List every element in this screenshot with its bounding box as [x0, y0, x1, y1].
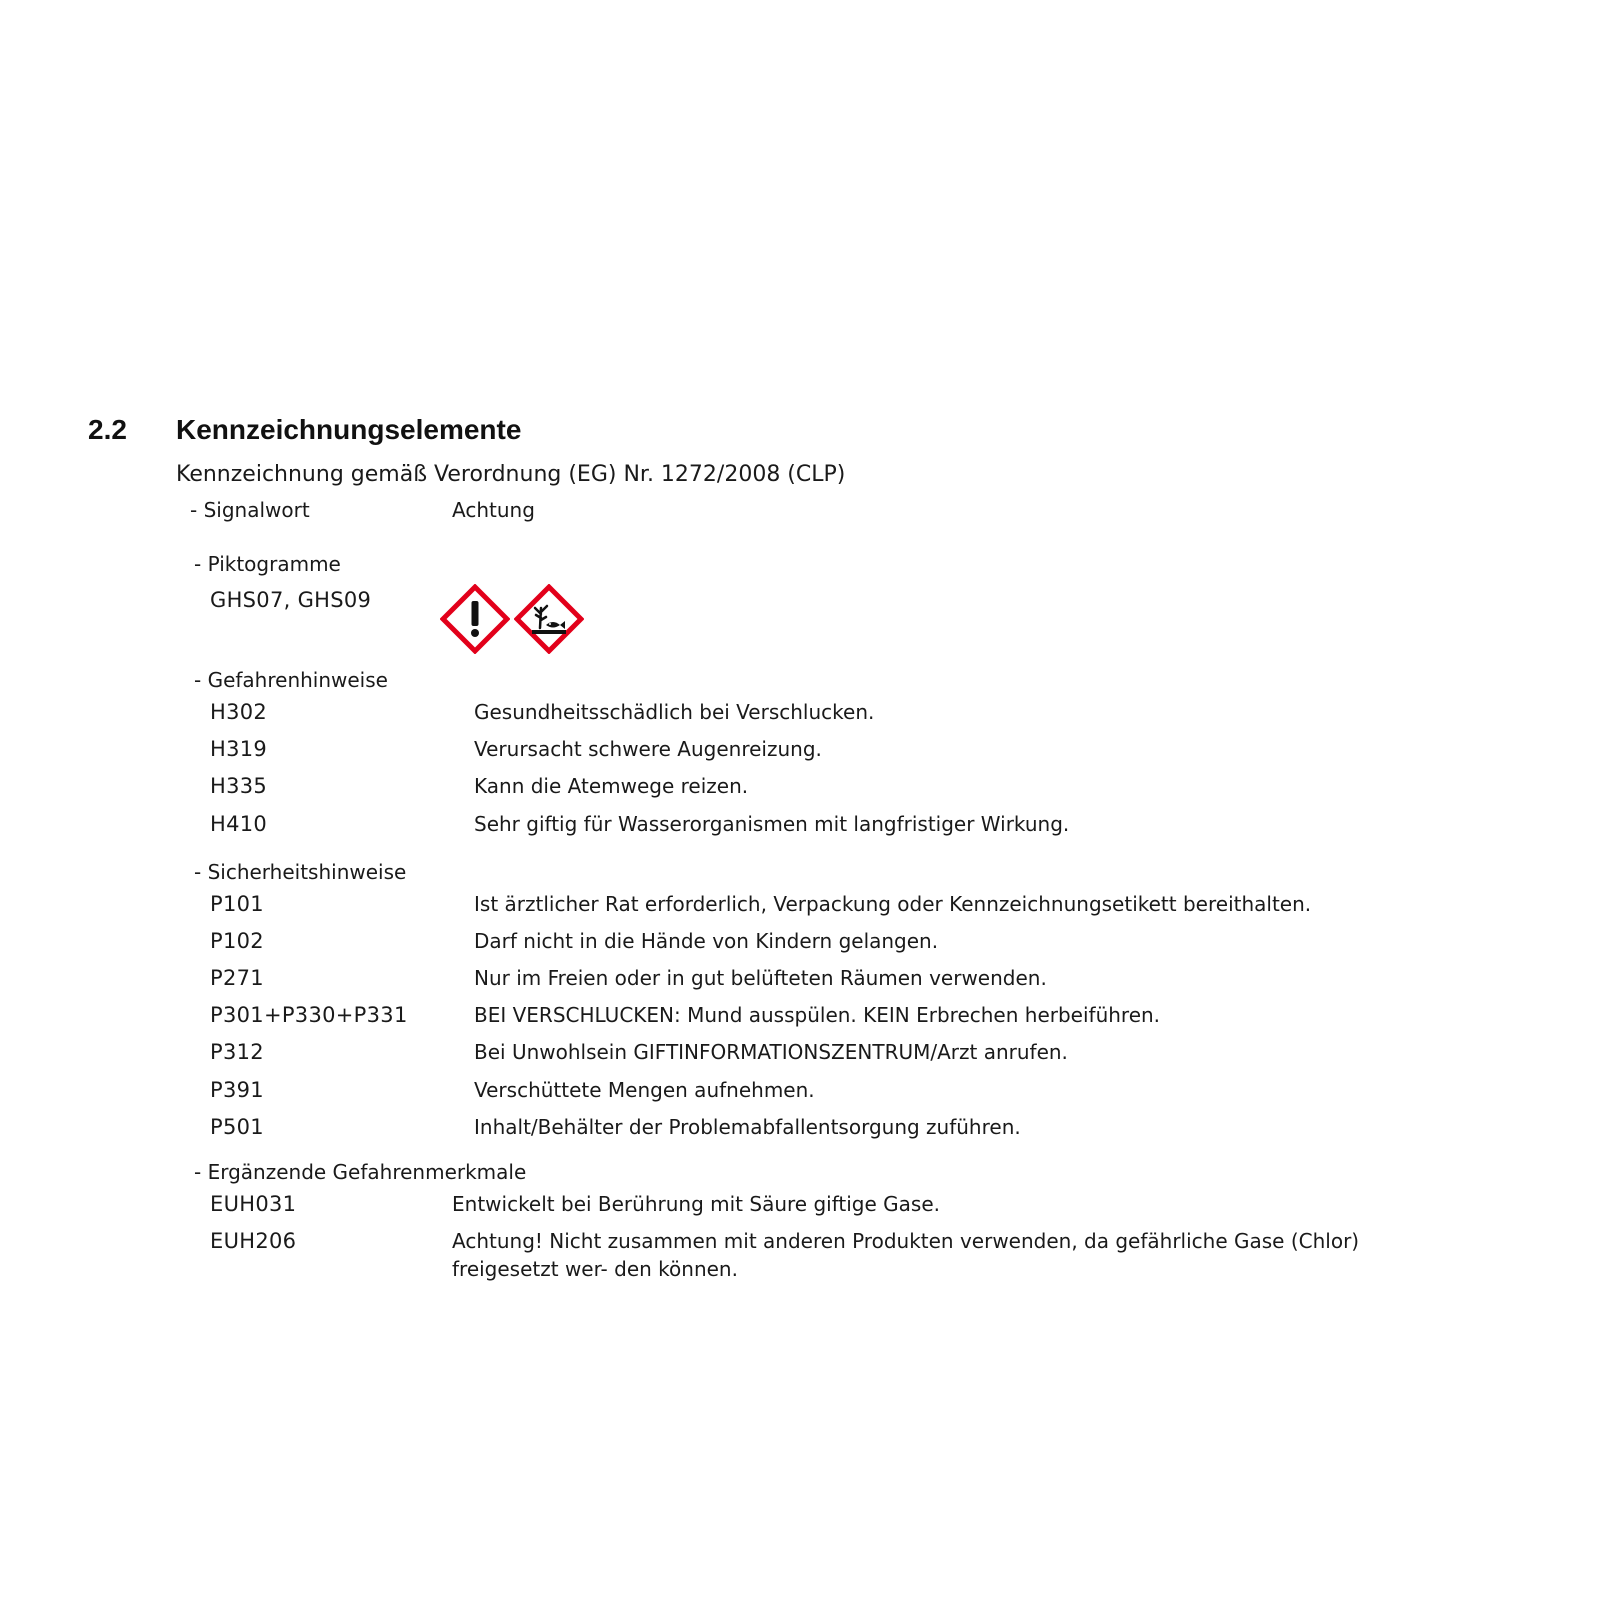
precaution-text: BEI VERSCHLUCKEN: Mund ausspülen. KEIN Erbrechen herbeiführen.: [474, 1003, 1161, 1027]
precaution-code: P501: [210, 1115, 264, 1139]
signalword-value: Achtung: [452, 498, 535, 522]
precaution-text: Ist ärztlicher Rat erforderlich, Verpackung oder Kennzeichnungsetikett bereithalten.: [474, 892, 1312, 916]
section-subtitle: Kennzeichnung gemäß Verordnung (EG) Nr. 1272/2008 (CLP): [176, 462, 846, 487]
supplemental-code: EUH031: [210, 1192, 297, 1216]
supplemental-text: Entwickelt bei Berührung mit Säure giftige Gase.: [452, 1192, 940, 1216]
hazard-code: H335: [210, 774, 268, 798]
supplemental-text: Achtung! Nicht zusammen mit anderen Produkten verwenden, da gefährliche Gase (Chlor) freigesetzt wer- den können.: [452, 1229, 1360, 1281]
hazard-code: H410: [210, 812, 268, 836]
section-number: 2.2: [88, 414, 127, 445]
precaution-text: Nur im Freien oder in gut belüfteten Räumen verwenden.: [474, 966, 1047, 990]
environment-icon: [514, 584, 584, 654]
precaution-code: P102: [210, 929, 264, 953]
precaution-text: Darf nicht in die Hände von Kindern gelangen.: [474, 929, 939, 953]
supplemental-label: - Ergänzende Gefahrenmerkmale: [194, 1160, 527, 1184]
precaution-code: P101: [210, 892, 264, 916]
hazard-text: Gesundheitsschädlich bei Verschlucken.: [474, 700, 875, 724]
exclamation-mark-icon: [440, 584, 510, 654]
hazard-text: Sehr giftig für Wasserorganismen mit langfristiger Wirkung.: [474, 812, 1070, 836]
precaution-text: Bei Unwohlsein GIFTINFORMATIONSZENTRUM/Arzt anrufen.: [474, 1040, 1068, 1064]
hazard-text: Verursacht schwere Augenreizung.: [474, 737, 822, 761]
section-title: Kennzeichnungselemente: [176, 414, 522, 445]
hazard-text: Kann die Atemwege reizen.: [474, 774, 749, 798]
precaution-text: Inhalt/Behälter der Problemabfallentsorgung zuführen.: [474, 1115, 1021, 1139]
precaution-code: P271: [210, 966, 264, 990]
supplemental-code: EUH206: [210, 1229, 297, 1253]
pictogram-codes: GHS07, GHS09: [210, 588, 372, 612]
hazard-label: - Gefahrenhinweise: [194, 668, 388, 692]
hazard-code: H319: [210, 737, 268, 761]
precaution-label: - Sicherheitshinweise: [194, 860, 407, 884]
signalword-label: - Signalwort: [190, 498, 310, 522]
hazard-code: H302: [210, 700, 268, 724]
precaution-text: Verschüttete Mengen aufnehmen.: [474, 1078, 815, 1102]
precaution-code: P312: [210, 1040, 264, 1064]
pictograms-label: - Piktogramme: [194, 552, 341, 576]
precaution-code: P301+P330+P331: [210, 1003, 408, 1027]
precaution-code: P391: [210, 1078, 264, 1102]
